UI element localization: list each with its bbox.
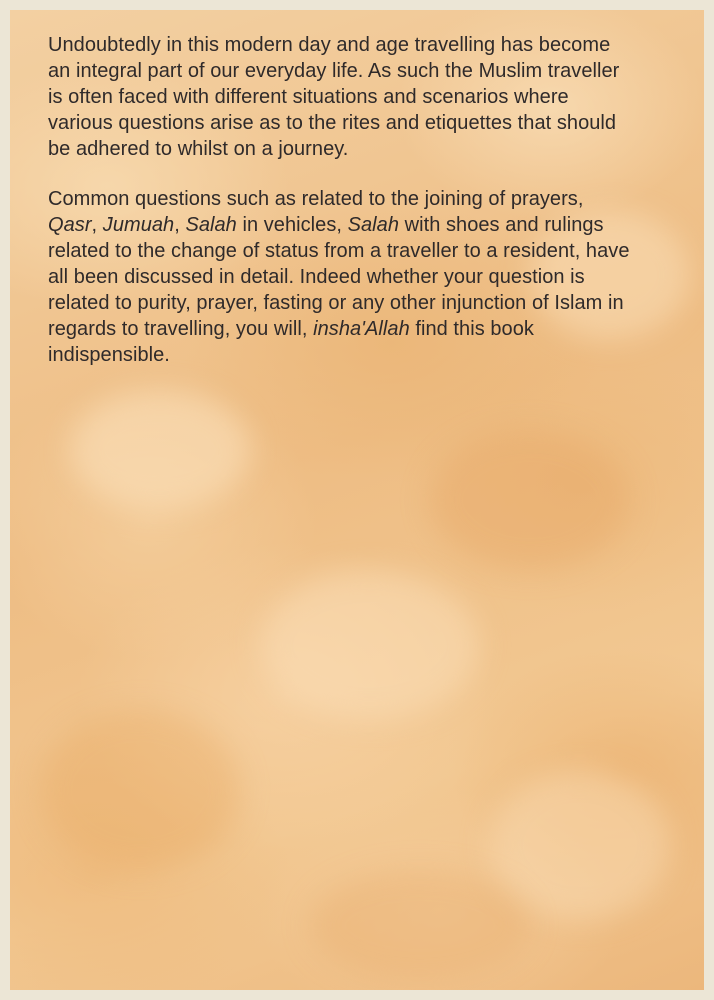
term-salah: Salah — [185, 214, 237, 236]
back-cover — [10, 10, 704, 990]
paragraph-line: Undoubtedly in this modern day and age travelling has become — [48, 34, 611, 56]
term-inshaallah: insha'Allah — [313, 318, 410, 340]
paragraph-line: all been discussed in detail. Indeed whether your question is — [48, 266, 585, 288]
texture-mottle — [310, 870, 530, 980]
paragraph-line: related to the change of status from a traveller to a resident, have — [48, 240, 630, 262]
texture-mottle — [260, 570, 480, 720]
texture-mottle — [40, 710, 240, 870]
texture-mottle — [70, 390, 250, 510]
line-text: regards to travelling, you will, — [48, 318, 314, 340]
line-text: in vehicles, — [236, 214, 348, 236]
paragraph-intro — [48, 32, 698, 162]
term-salah: Salah — [347, 214, 399, 236]
separator: , — [91, 214, 103, 236]
paragraph-line — [48, 212, 698, 238]
paragraph-line: related to purity, prayer, fasting or any other injunction of Islam in — [48, 292, 624, 314]
paragraph-line: various questions arise as to the rites and etiquettes that should — [48, 112, 617, 134]
texture-mottle — [430, 430, 630, 570]
blurb-text — [48, 32, 698, 392]
line-text: find this book — [409, 318, 534, 340]
paragraph-line: is often faced with different situations and scenarios where — [48, 86, 569, 108]
paragraph-line: indispensible. — [48, 344, 170, 366]
separator: , — [174, 214, 186, 236]
line-text: with shoes and rulings — [399, 214, 604, 236]
texture-mottle — [490, 770, 670, 920]
paragraph-line: an integral part of our everyday life. As such the Muslim traveller — [48, 60, 620, 82]
paragraph-details — [48, 186, 698, 368]
paragraph-line — [48, 316, 698, 342]
paragraph-line: be adhered to whilst on a journey. — [48, 138, 349, 160]
term-qasr: Qasr — [48, 214, 92, 236]
paragraph-line: Common questions such as related to the joining of prayers, — [48, 188, 584, 210]
term-jumuah: Jumuah — [102, 214, 175, 236]
